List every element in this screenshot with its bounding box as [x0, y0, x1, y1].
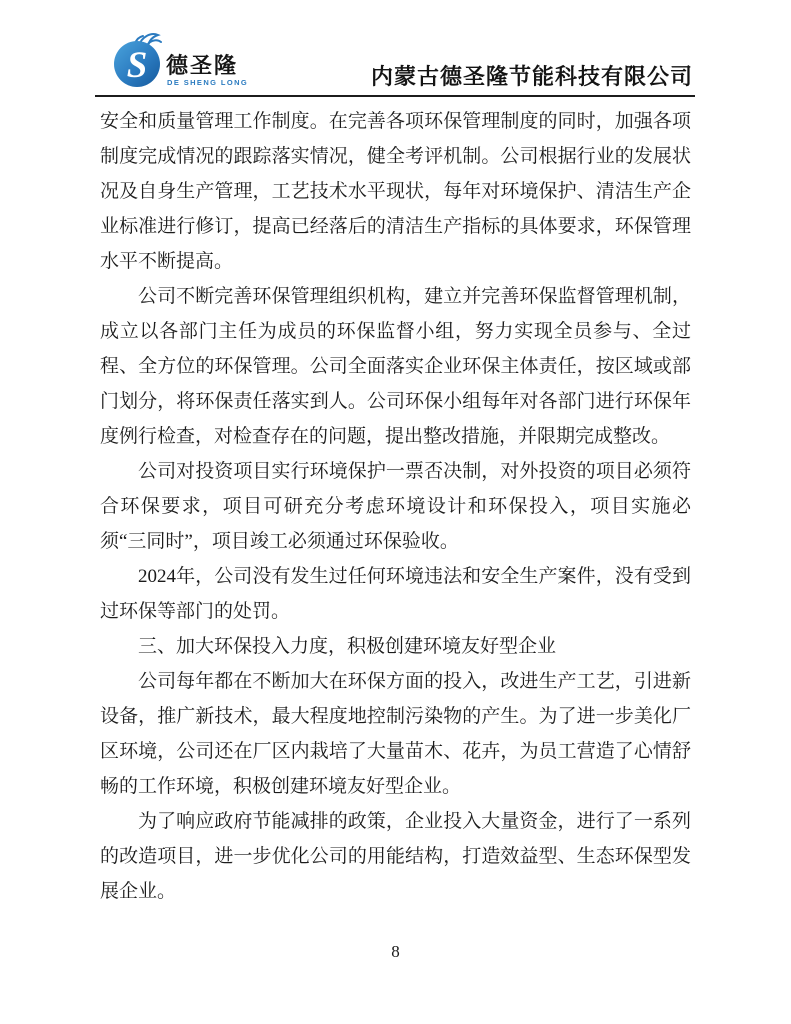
company-logo [111, 30, 261, 90]
document-body [100, 104, 691, 909]
paragraph: 公司不断完善环保管理组织机构，建立并完善环保监督管理机制，成立以各部门主任为成员的环保监督小组，努力实现全员参与、全过程、全方位的环保管理。公司全面落实企业环保主体责任，按区域或部门划分，将环保责任落实到人。公司环保小组每年对各部门进行环保年度例行检查，对检查存在的问题，提出整改措施，并限期完成整改。 [100, 286, 691, 447]
logo-monogram: S [126, 45, 148, 86]
company-name: 内蒙古德圣隆节能科技有限公司 [370, 64, 693, 89]
logo-mark [114, 41, 160, 87]
paragraph: 公司每年都在不断加大在环保方面的投入，改进生产工艺，引进新设备，推广新技术，最大程度地控制污染物的产生。为了进一步美化厂区环境，公司还在厂区内栽培了大量苗木、花卉，为员工营造了心情舒畅的工作环境，积极创建环境友好型企业。 [100, 671, 691, 797]
page-footer [0, 942, 791, 962]
page-number: 8 [391, 942, 400, 961]
paragraph: 为了响应政府节能减排的政策，企业投入大量资金，进行了一系列的改造项目，进一步优化公司的用能结构，打造效益型、生态环保型发展企业。 [100, 811, 691, 902]
paragraph: 2024年，公司没有发生过任何环境违法和安全生产案件，没有受到过环保等部门的处罚。 [100, 566, 691, 622]
page-header [95, 0, 695, 97]
logo-en-text: DE SHENG LONG [167, 78, 249, 87]
section-heading: 三、加大环保投入力度，积极创建环境友好型企业 [138, 636, 557, 657]
paragraph: 安全和质量管理工作制度。在完善各项环保管理制度的同时，加强各项制度完成情况的跟踪落实情况，健全考评机制。公司根据行业的发展状况及自身生产管理，工艺技术水平现状，每年对环境保护、清洁生产企业标准进行修订，提高已经落后的清洁生产指标的具体要求，环保管理水平不断提高。 [100, 111, 691, 272]
paragraph: 公司对投资项目实行环境保护一票否决制，对外投资的项目必须符合环保要求，项目可研充分考虑环境设计和环保投入，项目实施必须“三同时”，项目竣工必须通过环保验收。 [100, 461, 691, 552]
logo-cn-text: 德圣隆 [166, 53, 239, 78]
